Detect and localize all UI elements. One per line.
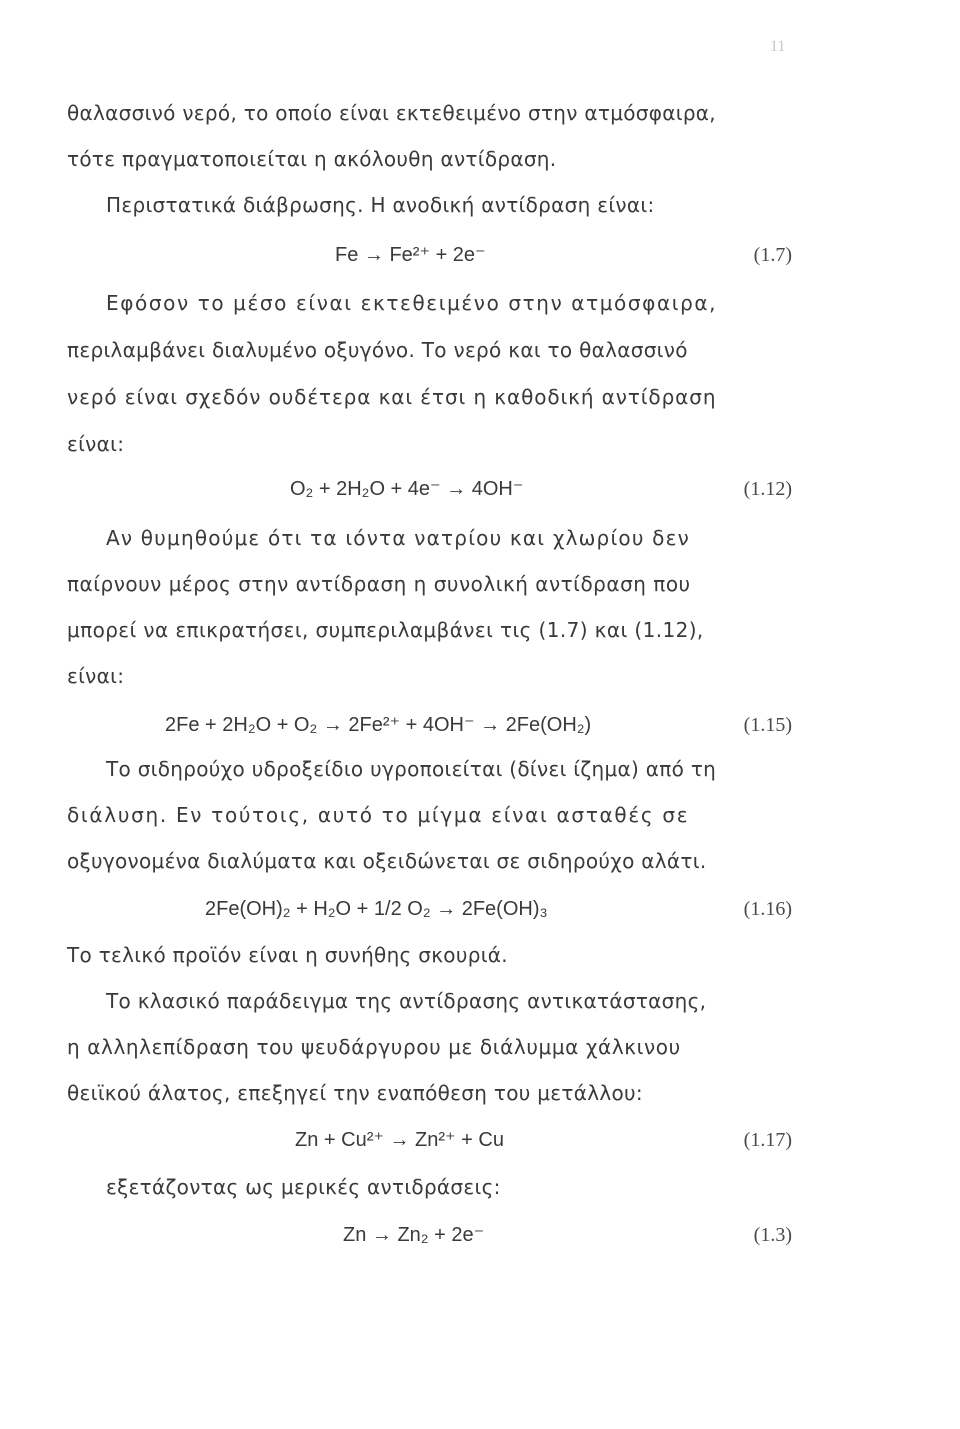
text-line: θειϊκού άλατος, επεξηγεί την εναπόθεση του μετάλλου: — [67, 1081, 643, 1105]
equation: Zn + Cu²⁺ → Zn²⁺ + Cu — [295, 1129, 504, 1151]
text-line: Το κλασικό παράδειγμα της αντίδρασης αντικατάστασης, — [106, 989, 707, 1013]
equation: O₂ + 2H₂O + 4e⁻ → 4OH⁻ — [290, 478, 524, 500]
text-line: μπορεί να επικρατήσει, συμπεριλαμβάνει τις (1.7) και (1.12), — [67, 618, 704, 642]
equation-number: (1.12) — [743, 478, 792, 500]
text-line: η αλληλεπίδραση του ψευδάργυρου με διάλυμμα χάλκινου — [67, 1035, 681, 1059]
text-line: είναι: — [67, 432, 125, 456]
equation-number: (1.7) — [753, 244, 792, 266]
text-line: τότε πραγματοποιείται η ακόλουθη αντίδραση. — [67, 147, 557, 171]
page-number: 11 — [770, 38, 786, 55]
text-line: οξυγονομένα διαλύματα και οξειδώνεται σε σιδηρούχο αλάτι. — [67, 849, 707, 873]
equation: Fe → Fe²⁺ + 2e⁻ — [335, 244, 486, 266]
text-line: νερό είναι σχεδόν ουδέτερα και έτσι η καθοδική αντίδραση — [67, 385, 717, 409]
equation: 2Fe + 2H₂O + O₂ → 2Fe²⁺ + 4OH⁻ → 2Fe(OH₂) — [165, 714, 592, 736]
text-line: Αν θυμηθούμε ότι τα ιόντα νατρίου και χλωρίου δεν — [106, 526, 691, 550]
text-line: θαλασσινό νερό, το οποίο είναι εκτεθειμένο στην ατμόσφαιρα, — [67, 101, 716, 125]
text-line: Εφόσον το μέσο είναι εκτεθειμένο στην ατμόσφαιρα, — [106, 291, 718, 315]
text-line: είναι: — [67, 664, 125, 688]
equation-number: (1.16) — [743, 898, 792, 920]
equation-number: (1.15) — [743, 714, 792, 736]
equation: Zn → Zn₂ + 2e⁻ — [343, 1224, 485, 1246]
text-line: Το τελικό προϊόν είναι η συνήθης σκουριά. — [67, 943, 508, 967]
equation-number: (1.3) — [753, 1224, 792, 1246]
text-line: παίρνουν μέρος στην αντίδραση η συνολική αντίδραση που — [67, 572, 691, 596]
text-line: εξετάζοντας ως μερικές αντιδράσεις: — [106, 1175, 501, 1199]
equation-number: (1.17) — [743, 1129, 792, 1151]
text-line: περιλαμβάνει διαλυμένο οξυγόνο. Το νερό και το θαλασσινό — [67, 338, 688, 362]
text-line: διάλυση. Εν τούτοις, αυτό το μίγμα είναι ασταθές σε — [67, 803, 690, 827]
text-line: Περιστατικά διάβρωσης. Η ανοδική αντίδραση είναι: — [106, 193, 655, 217]
equation: 2Fe(OH)₂ + H₂O + 1/2 O₂ → 2Fe(OH)₃ — [205, 898, 548, 920]
text-line: Το σιδηρούχο υδροξείδιο υγροποιείται (δίνει ίζημα) από τη — [106, 757, 717, 781]
